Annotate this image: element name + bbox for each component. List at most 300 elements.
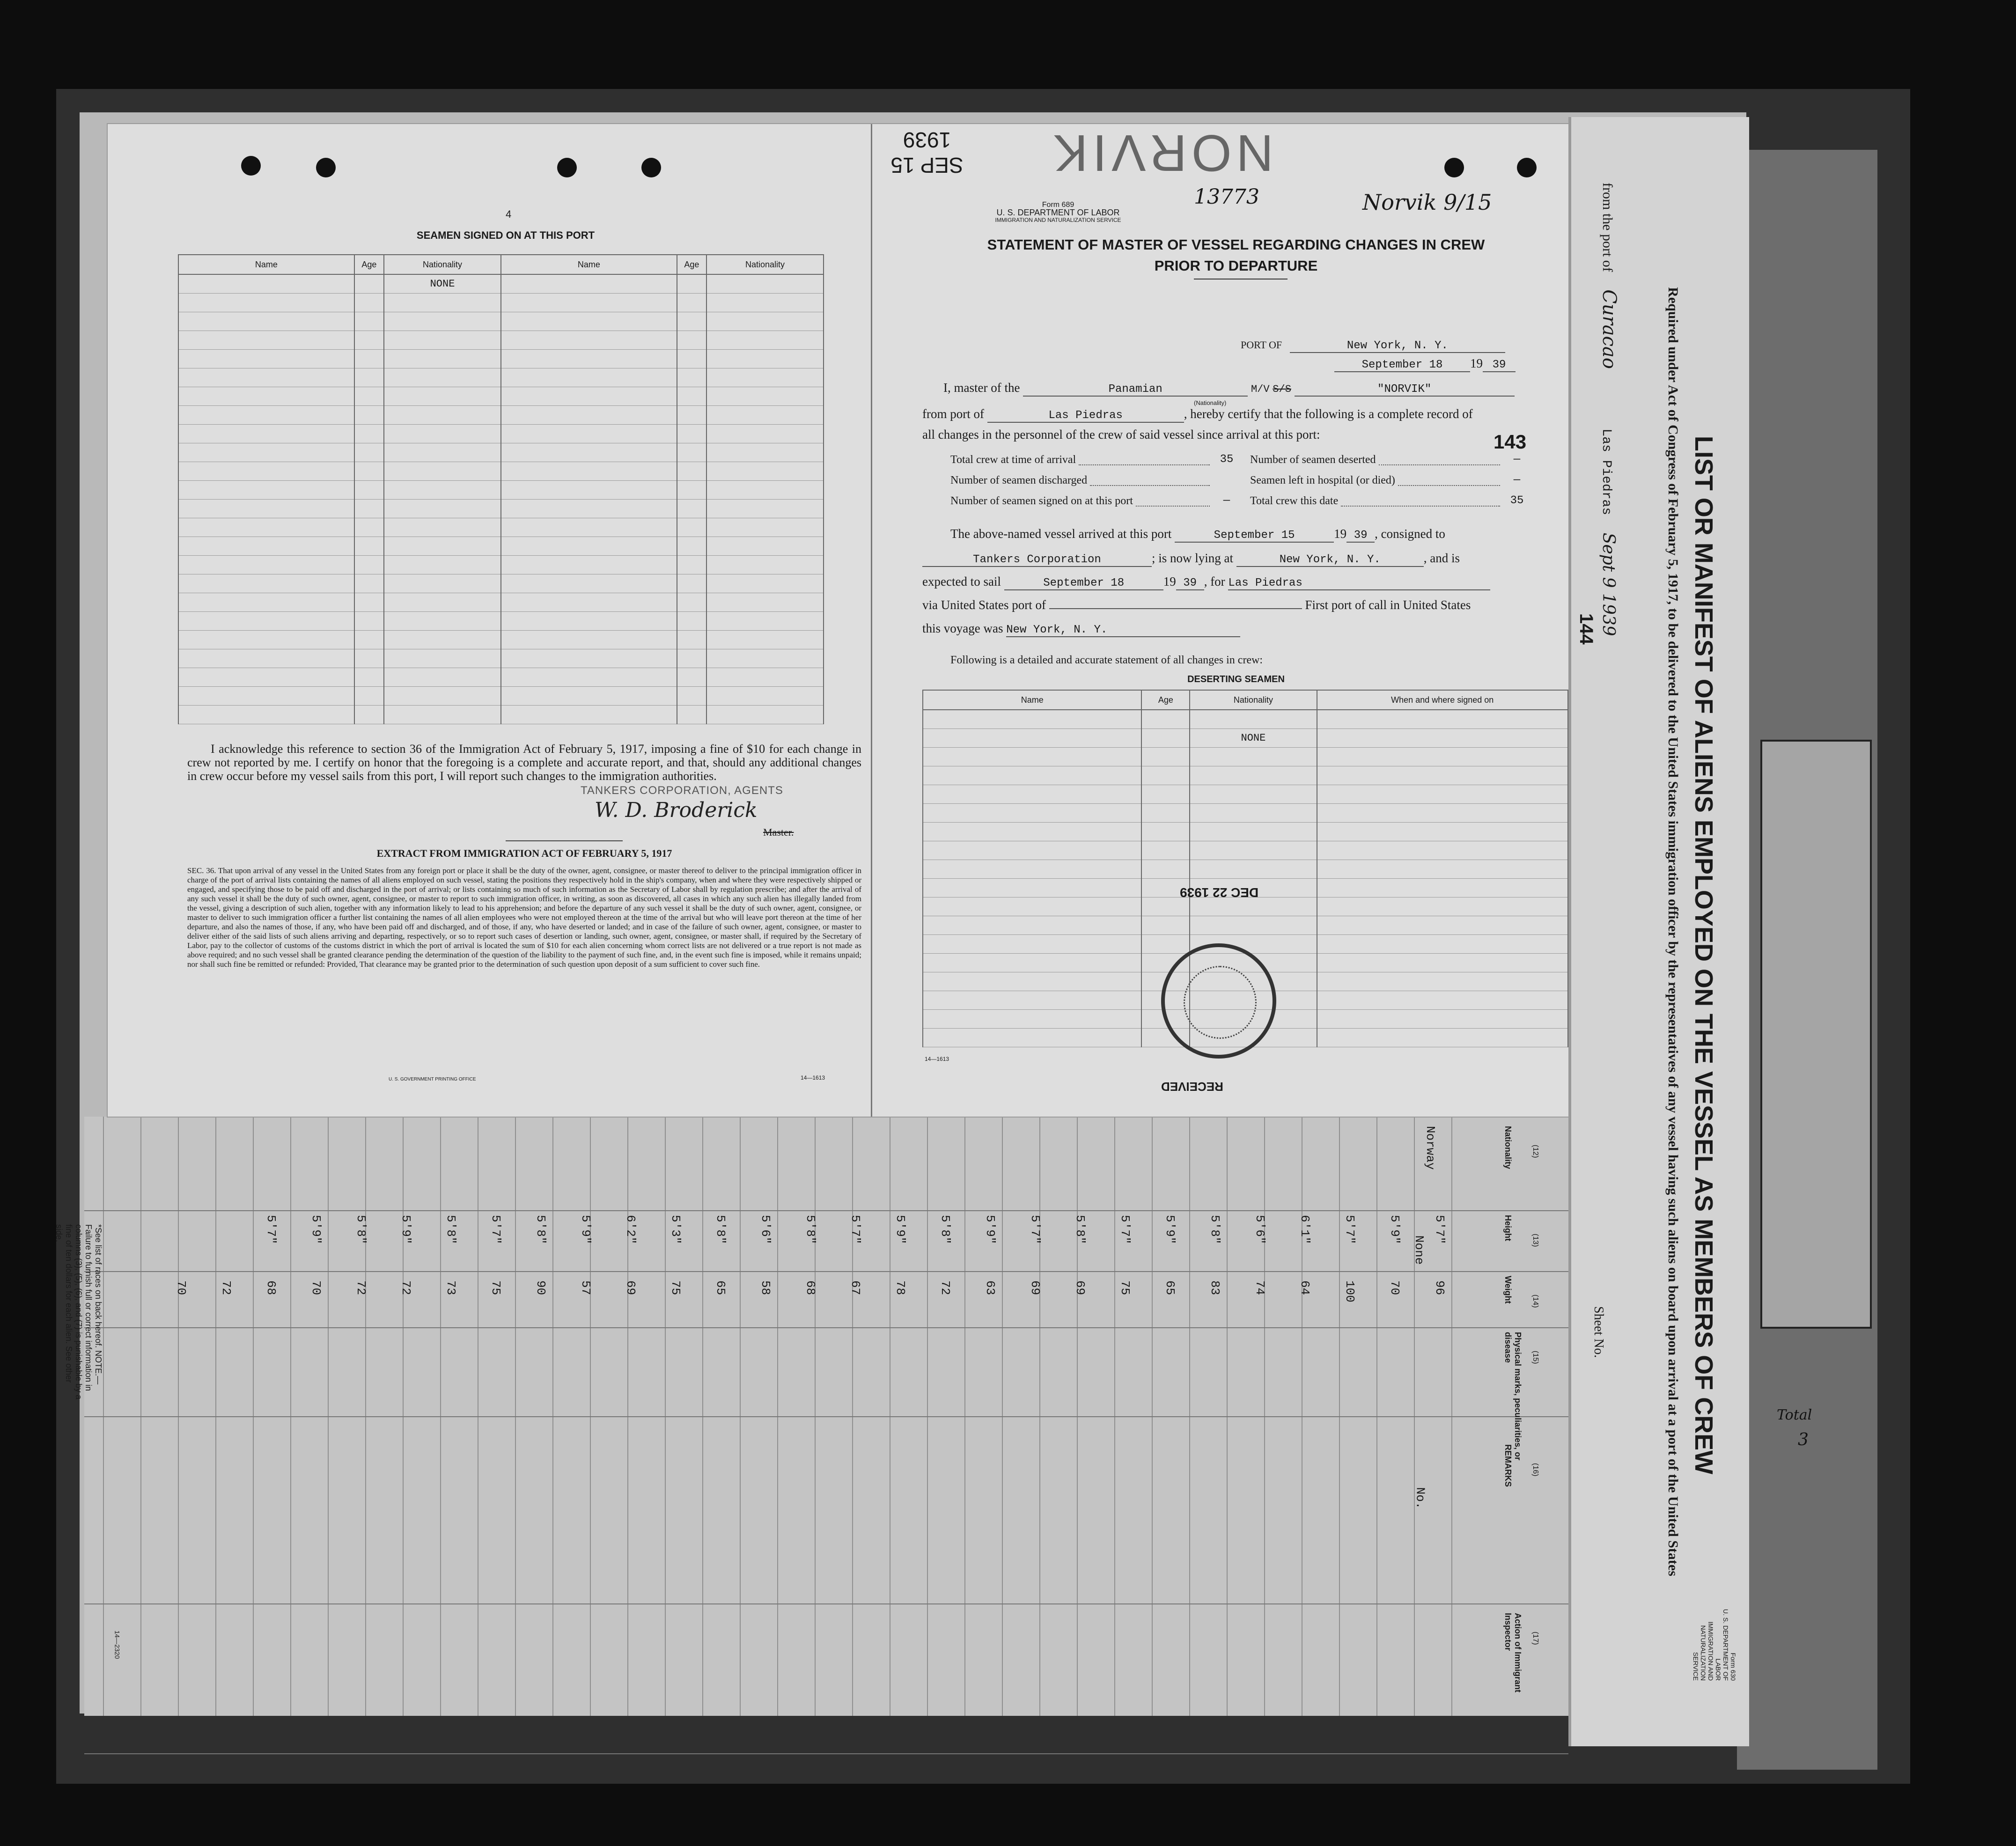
deserting-cell [1141,710,1190,729]
signed-on-cell [706,556,824,574]
signed-on-cell [677,331,706,350]
right-form-code: 14—1613 [925,1056,949,1062]
total-label: Total [1777,1407,1812,1423]
total-arrival-label: Total crew at time of arrival [950,454,1076,466]
deserting-cell [923,804,1141,823]
deserting-cell [1190,785,1317,804]
signed-on-cell [354,274,384,294]
signed-on-cell [677,537,706,556]
left-page-number: 4 [506,208,512,220]
height-value: 5'6" [1253,1215,1267,1244]
manifest-column-header: Physical marks, peculiarities, or disease [1503,1332,1523,1461]
signed-on-cell [178,406,354,425]
signed-on-cell [384,518,501,537]
deserting-row [923,729,1568,748]
manifest-sheet-label: Sheet No. [1591,1306,1606,1358]
signed-on-cell [501,649,677,668]
from-port-label: from port of [922,407,984,421]
weight-value: 68 [264,1280,278,1295]
deserting-cell [1317,972,1568,991]
desert-col-name: Name [923,690,1141,710]
manifest-arrival-date: Sept 9 1939 [1599,532,1618,636]
acknowledgement-text: I acknowledge this reference to section 36 of the Immigration Act of February 5, 1917, imposing a fine of $10 for each change in crew not reported by me. I certify on honor that the foregoing is a complete and accurate report, and that, should any additional changes in crew occur before my vessel sails from this port, I will report such changes to the immigration authorities. [187,742,861,783]
consigned-label: , consigned to [1375,527,1445,541]
extract-title: EXTRACT FROM IMMIGRATION ACT OF FEBRUARY 5, 1917 [376,847,672,859]
manifest-column-number: (17) [1531,1632,1539,1645]
deserting-cell [1141,897,1190,916]
master-signature: W. D. Broderick [595,798,758,822]
weight-value: 65 [1163,1280,1177,1295]
signed-on-cell [677,518,706,537]
manifest-column-header: Height [1503,1215,1513,1241]
signed-on-row [178,706,824,724]
signed-on-row [178,500,824,518]
desert-col-signed: When and where signed on [1317,690,1568,710]
signed-on-cell [501,368,677,387]
height-value: 5'7" [264,1215,278,1244]
port-label: PORT OF [1241,339,1282,351]
signed-on-cell [384,350,501,368]
weight-value: 75 [1118,1280,1132,1295]
certify-text: , hereby certify that the following is a complete record of [1184,407,1473,421]
deserting-cell [923,785,1141,804]
signed-on-cell [178,274,354,294]
via-label: via United States port of [922,598,1046,612]
height-value: 5'7" [1028,1215,1042,1244]
signed-on-row [178,443,824,462]
signed-on-row [178,481,824,500]
lying-value: New York, N. Y. [1236,553,1424,567]
signed-on-cell [501,425,677,443]
signed-on-cell [677,294,706,312]
signed-on-cell [706,649,824,668]
vessel-type-struck: S/S [1273,383,1291,395]
deserting-cell [923,972,1141,991]
totals-right [1250,449,1531,511]
manifest-column-line [84,1603,1568,1604]
signed-on-row [178,574,824,593]
signed-on-cell [501,500,677,518]
weight-value: 75 [669,1280,683,1295]
signed-on-cell [354,706,384,724]
height-value: 5'9" [579,1215,593,1244]
page-number-143: 143 [1494,431,1527,453]
signed-on-cell [706,350,824,368]
year-prefix: 19 [1470,356,1483,370]
signed-on-row [178,406,824,425]
signed-on-cell [677,481,706,500]
signed-on-cell [384,312,501,331]
deserting-cell [923,841,1141,860]
weight-value: 68 [803,1280,817,1295]
col-name: Name [178,255,354,274]
signed-on-table [178,254,824,724]
vessel-type: M/V [1251,383,1270,395]
weight-value: 69 [1073,1280,1087,1295]
arrived-row [950,527,1445,543]
height-value: 5'7" [489,1215,503,1244]
department-name: U. S. DEPARTMENT OF LABOR [996,208,1120,217]
manifest-department: U. S. DEPARTMENT OF LABOR [1714,1609,1729,1681]
discharged-label: Number of seamen discharged [950,474,1088,486]
signed-on-cell [354,593,384,612]
sail-date: September 18 [1004,577,1163,590]
voyage-row [922,621,1240,637]
divider-line [506,840,623,841]
deserting-cell [1141,748,1190,766]
from-port-value: Las Piedras [987,409,1184,423]
manifest-column-number: (14) [1531,1294,1539,1308]
signed-on-cell [178,687,354,706]
signed-on-cell [178,294,354,312]
signed-on-row [178,294,824,312]
height-value: 5'8" [444,1215,458,1244]
signed-on-cell [501,274,677,294]
signed-on-cell [677,274,706,294]
handwritten-vessel: Norvik 9/15 [1362,190,1492,215]
printer-line: U. S. GOVERNMENT PRINTING OFFICE [389,1077,476,1082]
signed-on-cell [706,481,824,500]
signed-on-cell [354,574,384,593]
signed-on-cell [354,368,384,387]
deserting-row [923,766,1568,785]
received-stamp-date: DEC 22 1939 [1180,885,1259,900]
weight-value: 73 [444,1280,458,1295]
handwritten-number: 13773 [1194,185,1259,209]
weight-value: 65 [714,1280,728,1295]
deserting-cell [1141,935,1190,954]
signed-on-cell [178,668,354,687]
signed-on-row [178,668,824,687]
signed-on-cell [706,443,824,462]
deserting-cell [1141,841,1190,860]
signed-on-cell [677,462,706,481]
weight-value: 69 [624,1280,638,1295]
signed-on-cell [501,443,677,462]
deserting-cell [1141,860,1190,879]
service-name: IMMIGRATION AND NATURALIZATION SERVICE [995,217,1121,223]
weight-value: 70 [174,1280,188,1295]
manifest-column-line [84,1753,1568,1754]
first-row-marks: None [1412,1235,1427,1265]
signed-on-cell [384,706,501,724]
signed-on-cell [501,406,677,425]
deserting-cell [1317,710,1568,729]
manifest-column-number: (15) [1531,1351,1539,1364]
via-row [922,598,1471,612]
manifest-title: LIST OR MANIFEST OF ALIENS EMPLOYED ON THE VESSEL AS MEMBERS OF CREW [1690,435,1718,1475]
punch-hole [316,158,336,177]
port-row [1241,337,1505,353]
for-value: Las Piedras [1228,577,1490,590]
signed-on-cell [354,668,384,687]
signed-on-cell [178,368,354,387]
signed-on-cell [677,649,706,668]
form-number: Form 689 [1042,201,1074,209]
deserting-cell [1141,785,1190,804]
consignee-value: Tankers Corporation [922,553,1152,567]
signed-on-cell [706,537,824,556]
signed-on-cell [677,368,706,387]
signed-on-cell [706,406,824,425]
signed-on-cell [706,368,824,387]
totals-left [950,449,1241,511]
signed-on-cell [706,331,824,350]
signed-on-cell [501,331,677,350]
agent-stamp: TANKERS CORPORATION, AGENTS [581,784,783,797]
signed-on-cell [677,500,706,518]
col-nationality-2: Nationality [706,255,824,274]
signed-on-cell [384,443,501,462]
weight-value: 70 [309,1280,323,1295]
height-value: 5'7" [1118,1215,1132,1244]
deserting-cell [923,710,1141,729]
signed-on-cell [384,406,501,425]
deserting-cell [1317,991,1568,1010]
signed-on-cell [178,425,354,443]
weight-value: 100 [1343,1280,1357,1302]
col-age-2: Age [677,255,706,274]
signed-on-cell [354,649,384,668]
hospital-value: — [1513,474,1521,486]
height-value: 6'1" [1298,1215,1312,1244]
signed-on-row [178,612,824,631]
date-row [1334,356,1516,372]
manifest-column-line [84,1271,1568,1272]
deserting-cell [1317,897,1568,916]
deserting-cell [1141,766,1190,785]
signed-on-cell [178,518,354,537]
height-value: 5'7" [1343,1215,1357,1244]
weight-value: 72 [399,1280,413,1295]
sail-year-prefix: 19 [1163,574,1176,588]
signed-on-cell [178,462,354,481]
signed-on-cell [501,350,677,368]
signed-on-cell [384,668,501,687]
first-row-nationality: Norway [1423,1126,1437,1170]
manifest-column-header: Weight [1503,1276,1513,1304]
punch-hole [241,156,261,176]
signed-on-cell [178,387,354,406]
signed-on-cell [501,312,677,331]
manifest-column-line [84,1327,1568,1328]
signed-on-row [178,462,824,481]
signed-on-cell [178,612,354,631]
first-port-label: First port of call in United States [1305,598,1471,612]
deserting-cell [923,954,1141,972]
signed-on-cell [501,462,677,481]
signed-on-cell [178,574,354,593]
signed-on-cell [706,500,824,518]
signed-on-cell [677,612,706,631]
deserting-cell [1141,916,1190,935]
nationality-caption: (Nationality) [1194,399,1227,406]
deserting-cell [1317,729,1568,748]
for-label: , for [1204,574,1225,588]
height-value: 5'8" [803,1215,817,1244]
signed-on-row [178,593,824,612]
punch-hole [1444,158,1464,177]
signed-on-cell [501,687,677,706]
weight-value: 63 [983,1280,997,1295]
signed-on-cell [384,649,501,668]
signed-on-row [178,537,824,556]
deserting-cell [1317,879,1568,897]
discharged-value [1213,470,1241,491]
adjacent-sheet-box [1760,740,1872,1329]
col-age: Age [354,255,384,274]
vessel-name-stamp: NORVIK [1049,124,1273,182]
height-value: 5'7" [848,1215,862,1244]
deserting-cell [923,916,1141,935]
signed-on-cell [384,500,501,518]
signed-on-cell [677,556,706,574]
consignee-row [922,551,1460,567]
deserting-row [923,897,1568,916]
signed-on-cell [384,687,501,706]
signed-on-row [178,687,824,706]
height-value: 5'7" [1433,1215,1447,1244]
height-value: 5'8" [354,1215,368,1244]
signed-on-cell [706,593,824,612]
weight-value: 75 [489,1280,503,1295]
height-value: 5'6" [758,1215,773,1244]
weight-value: 57 [579,1280,593,1295]
lower-form-code: 14—2320 [113,1630,121,1659]
deserting-cell [1190,804,1317,823]
form-header [960,201,1156,224]
weight-value: 70 [1388,1280,1402,1295]
height-value: 5'9" [1388,1215,1402,1244]
total-arrival-value: 35 [1220,453,1234,466]
signed-on-cell [677,312,706,331]
signed-on-cell [384,294,501,312]
signed-on-cell [178,500,354,518]
first-row-remarks: No. [1413,1487,1427,1509]
manifest-column-header: Action of Immigrant Inspector [1503,1613,1523,1692]
statement-date: September 18 [1334,359,1470,372]
deserting-cell [1190,916,1317,935]
manifest-from-port-row [1598,183,1620,636]
signed-on-cell [677,350,706,368]
signed-on-cell [178,593,354,612]
signed-on-cell [677,406,706,425]
height-value: 5'8" [1208,1215,1222,1244]
deserting-cell [1317,1029,1568,1047]
height-value: 5'8" [534,1215,548,1244]
signed-on-cell [706,668,824,687]
weight-value: 74 [1253,1280,1267,1295]
signed-on-row [178,312,824,331]
signed-on-row [178,631,824,649]
crew-change-form [108,124,1568,1117]
signed-on-cell [384,387,501,406]
signed-on-cell [384,612,501,631]
signed-on-cell [501,612,677,631]
statement-title: STATEMENT OF MASTER OF VESSEL REGARDING CHANGES IN CREW [987,236,1485,253]
manifest-column-line [84,1416,1568,1417]
signed-on-cell [677,387,706,406]
arrived-year-prefix: 19 [1334,527,1347,541]
manifest-column-number: (16) [1531,1463,1539,1477]
arrived-date: September 15 [1175,529,1334,543]
weight-value: 96 [1433,1280,1447,1295]
signed-on-cell [354,462,384,481]
weight-value: 69 [1028,1280,1042,1295]
manifest-column-line [84,1210,1568,1211]
received-stamp-label: RECEIVED [1161,1080,1223,1094]
height-value: 6'2" [624,1215,638,1244]
weight-value: 83 [1208,1280,1222,1295]
signed-on-cell [384,556,501,574]
deserting-cell [1190,766,1317,785]
signed-on-cell [178,350,354,368]
signed-on-value: — [1223,494,1230,507]
vessel-name: "NORVIK" [1295,383,1515,397]
signed-on-cell [501,294,677,312]
signed-on-cell [501,556,677,574]
deserting-row [923,841,1568,860]
manifest-form-number [1692,1601,1737,1681]
signed-on-cell [677,706,706,724]
signed-on-row [178,331,824,350]
manifest-form-label: Form 630 [1729,1653,1737,1681]
changes-text: all changes in the personnel of the crew of said vessel since arrival at this port: [922,427,1320,441]
nationality-value: Panamian [1023,383,1248,397]
deserting-cell [1317,860,1568,879]
signed-on-cell [354,612,384,631]
signed-on-cell [706,312,824,331]
manifest-from-port-label: from the port of [1600,183,1615,272]
signed-on-cell [354,687,384,706]
deserting-cell [1141,823,1190,841]
deserting-cell [1190,748,1317,766]
statement-subtitle: PRIOR TO DEPARTURE [1154,257,1318,274]
height-value: 5'9" [309,1215,323,1244]
weight-value: 64 [1298,1280,1312,1295]
deserting-cell [923,879,1141,897]
signed-on-cell [677,593,706,612]
desert-col-nationality: Nationality [1190,690,1317,710]
signed-on-cell [706,387,824,406]
deserting-row [923,860,1568,879]
signed-on-row [178,649,824,668]
signed-on-row [178,350,824,368]
signed-on-cell [354,443,384,462]
signed-on-cell [354,406,384,425]
deserting-cell [1317,748,1568,766]
manifest-column-headers [1484,1117,1568,1716]
signed-on-cell [501,481,677,500]
signed-on-cell [501,706,677,724]
deserting-cell [1317,841,1568,860]
signed-on-cell [501,387,677,406]
signed-on-cell [354,350,384,368]
signed-on-cell [706,462,824,481]
signed-on-cell [354,294,384,312]
deserting-cell [923,1010,1141,1029]
signed-on-cell [677,631,706,649]
deserting-cell [1317,823,1568,841]
col-name-2: Name [501,255,677,274]
signed-on-cell [677,574,706,593]
signed-on-cell [706,631,824,649]
manifest-service: IMMIGRATION AND NATURALIZATION SERVICE [1692,1621,1714,1681]
deserting-cell [1190,823,1317,841]
signed-on-cell [384,574,501,593]
signed-on-cell [354,631,384,649]
deserting-cell [923,897,1141,916]
